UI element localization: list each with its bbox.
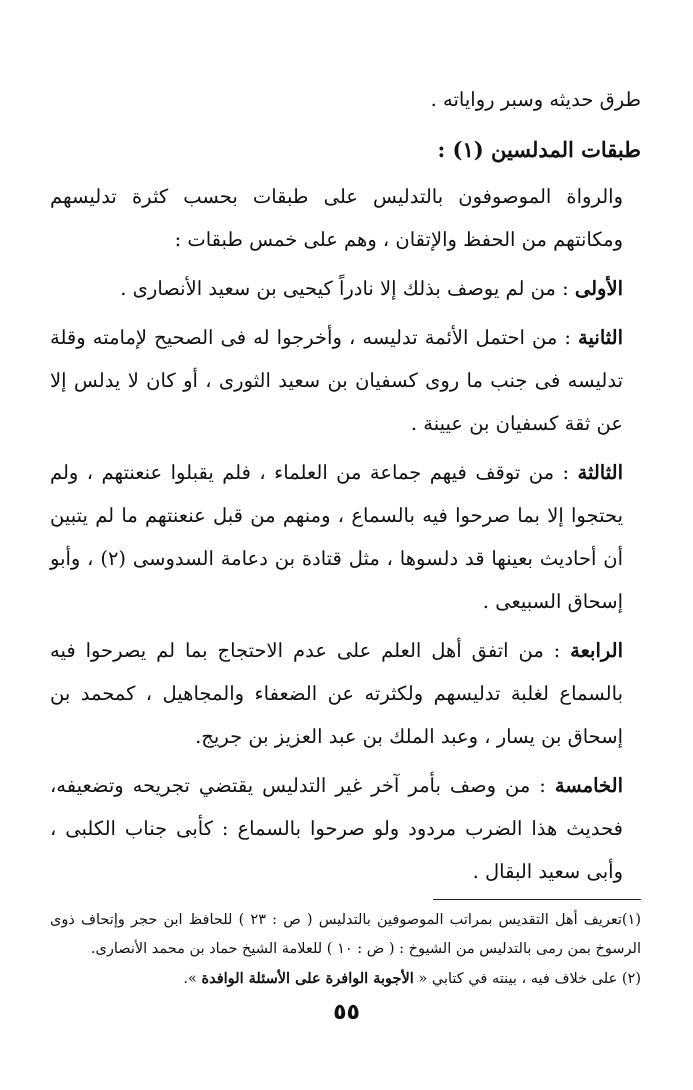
paragraph-level-4: [50, 629, 641, 758]
paragraph-text: : من احتمل الأئمة تدليسه ، وأخرجوا له فى الصحيح لإمامته وقلة تدليسه فى جنب ما روى كسفيان بن سعيد الثورى ، أو كان لا يدلس إلا عن ثقة كسفيان بن عيينة .: [50, 326, 623, 435]
footnote-tail: ».: [183, 971, 202, 987]
paragraph-text: : من وصف بأمر آخر غير التدليس يقتضي تجريحه وتضعيفه، فحديث هذا الضرب مردود ولو صرحوا بالسماع : كأبى جناب الكلبى ، وأبى سعيد البقال .: [50, 774, 623, 883]
paragraph-intro: [50, 175, 641, 261]
paragraph-lead: الثالثة: [577, 461, 623, 484]
book-title: الأجوبة الوافرة على الأسئلة الوافدة: [201, 970, 414, 987]
paragraph-level-5: [50, 764, 641, 893]
paragraph-level-2: [50, 316, 641, 445]
paragraph-text: والرواة الموصوفون بالتدليس على طبقات بحسب كثرة تدليسهم ومكانتهم من الحفظ والإتقان ، وهم على خمس طبقات :: [50, 185, 623, 251]
footnote-text: (٢) على خلاف فيه ، بينته في كتابي «: [413, 971, 641, 987]
paragraph-text: : من توقف فيهم جماعة من العلماء ، فلم يقبلوا عنعنتهم ، ولم يحتجوا إلا بما صرحوا فيه بالسماع ، ومنهم من قبل عنعنتهم ما لم يتبين أن أحاديث بعينها قد دلسوها ، مثل قتادة بن دعامة السدوسى (٢) ، وأبو إسحاق السبيعى .: [50, 461, 624, 613]
footnote-text: (١)تعريف أهل التقديس بمراتب الموصوفين بالتدليس ( ص : ٢٣ ) للحافظ ابن حجر وإتحاف ذوى الرسوخ بمن رمى بالتدليس من الشيوخ : ( ض : ١٠ ) للعلامة الشيخ حماد بن محمد الأنصارى.: [50, 912, 641, 957]
footnote-1: [50, 906, 641, 964]
paragraph-level-3: [50, 451, 641, 623]
intro-line: طرق حديثه وسبر رواياته .: [430, 88, 641, 111]
paragraph-lead: الخامسة: [554, 774, 623, 797]
paragraph-lead: الرابعة: [570, 639, 623, 662]
footnote-divider: [433, 899, 641, 900]
paragraph-lead: الثانية: [578, 326, 623, 349]
footnote-2: [50, 964, 641, 994]
section-heading: طبقات المدلسين (١) :: [437, 137, 641, 162]
paragraph-level-1: [50, 267, 641, 310]
paragraph-text: : من اتفق أهل العلم على عدم الاحتجاج بما لم يصرحوا فيه بالسماع لغلبة تدليسهم ولكثرته عن الضعفاء والمجاهيل ، كمحمد بن إسحاق بن يسار ، وعبد الملك بن عبد العزيز بن جريج.: [50, 639, 623, 748]
page-number: ٥٥: [333, 1000, 360, 1025]
paragraph-lead: الأولى: [574, 277, 623, 300]
paragraph-text: : من لم يوصف بذلك إلا نادراً كيحيى بن سعيد الأنصارى .: [120, 277, 575, 300]
